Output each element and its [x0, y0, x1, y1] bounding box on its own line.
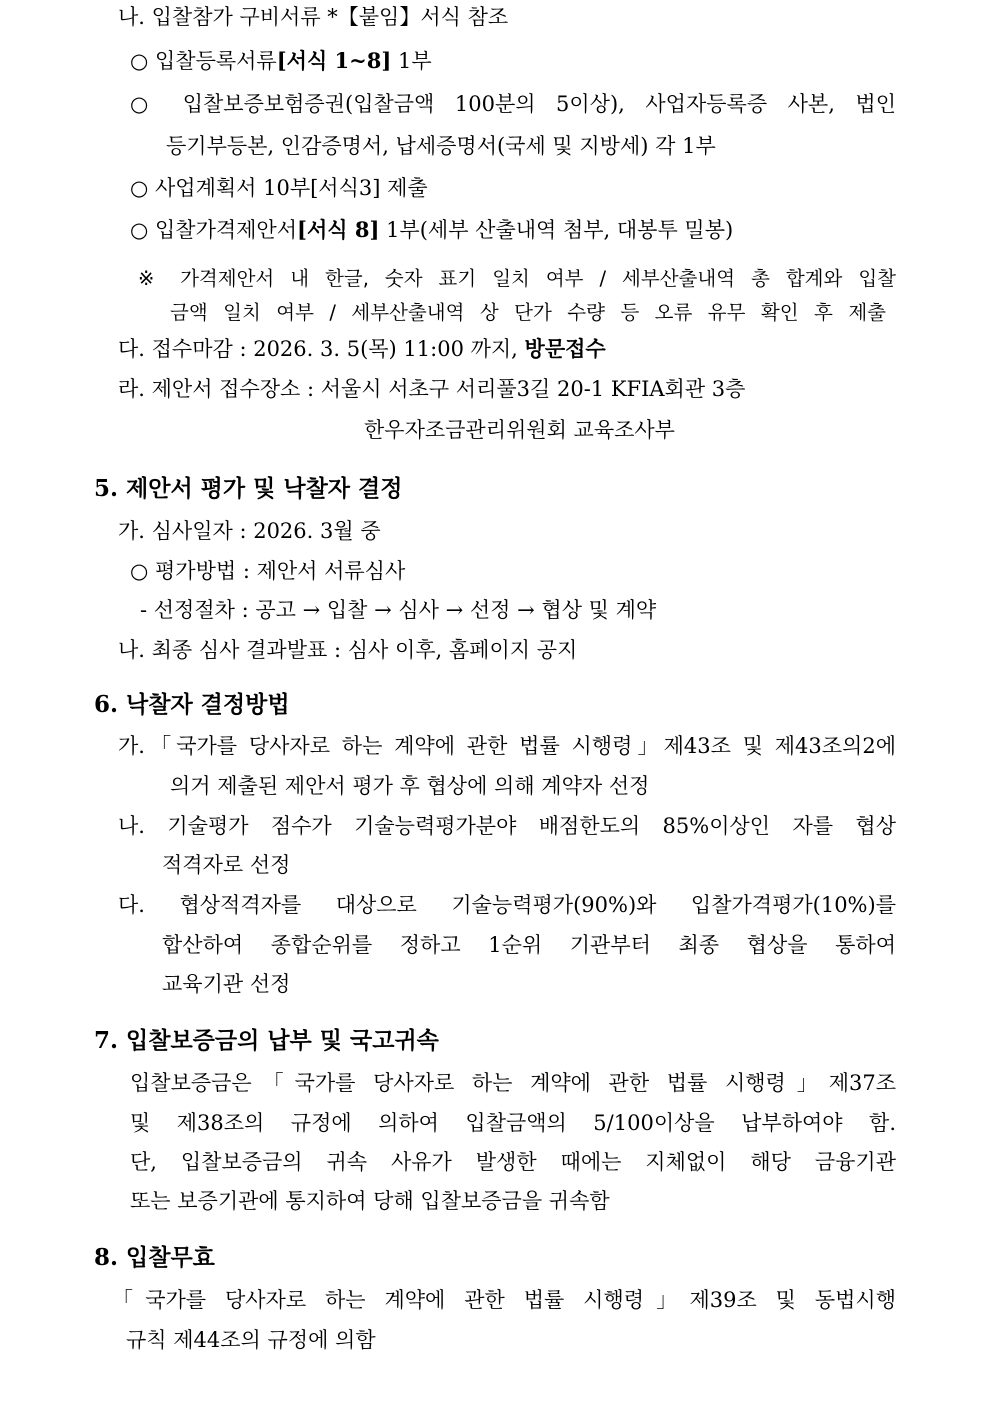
list-item — [130, 215, 733, 245]
list-item — [130, 46, 432, 76]
text: 다. 접수마감 : 2026. 3. 5(목) 11:00 까지, — [118, 337, 525, 361]
paragraph-line: 및 제38조의 규정에 의하여 입찰금액의 5/100이상을 납부하여야 함. — [130, 1111, 896, 1135]
paragraph-line: 입찰보증금은「국가를 당사자로 하는 계약에 관한 법률 시행령」제37조 — [130, 1071, 896, 1095]
list-item: ○ 입찰보증보험증권(입찰금액 100분의 5이상), 사업자등록증 사본, 법인 — [130, 92, 896, 116]
location-line-2: 한우자조금관리위원회 교육조사부 — [364, 418, 675, 442]
selection-process: - 선정절차 : 공고 → 입찰 → 심사 → 선정 → 협상 및 계약 — [140, 598, 657, 622]
location-line: 라. 제안서 접수장소 : 서울시 서초구 서리풀3길 20-1 KFIA회관 3층 — [118, 377, 746, 401]
note-line: ※ 가격제안서 내 한글, 숫자 표기 일치 여부 / 세부산출내역 총 합계와 입찰 — [138, 267, 896, 290]
result-announcement: 나. 최종 심사 결과발표 : 심사 이후, 홈페이지 공지 — [118, 638, 578, 662]
paragraph-line: 다. 협상적격자를 대상으로 기술능력평가(90%)와 입찰가격평가(10%)를 — [118, 893, 896, 917]
section-5-heading: 5. 제안서 평가 및 낙찰자 결정 — [94, 475, 403, 502]
section-7-heading: 7. 입찰보증금의 납부 및 국고귀속 — [94, 1027, 439, 1054]
deadline-line — [118, 334, 606, 364]
form-ref: [서식 8] — [297, 217, 380, 242]
review-date: 가. 심사일자 : 2026. 3월 중 — [118, 519, 381, 543]
section-6-heading: 6. 낙찰자 결정방법 — [94, 691, 290, 718]
text: 1부 — [391, 49, 432, 73]
list-item-cont: 등기부등본, 인감증명서, 납세증명서(국세 및 지방세) 각 1부 — [166, 134, 716, 158]
form-ref: [서식 1~8] — [276, 48, 392, 73]
paragraph-line: 또는 보증기관에 통지하여 당해 입찰보증금을 귀속함 — [130, 1189, 610, 1213]
section-8-heading: 8. 입찰무효 — [94, 1244, 215, 1271]
paragraph-line: 「국가를 당사자로 하는 계약에 관한 법률 시행령」제39조 및 동법시행 — [112, 1288, 896, 1312]
paragraph-line: 가.「국가를 당사자로 하는 계약에 관한 법률 시행령」제43조 및 제43조의2에 — [118, 734, 896, 758]
list-item: ○ 사업계획서 10부[서식3] 제출 — [130, 176, 428, 200]
paragraph-line: 나. 기술평가 점수가 기술능력평가분야 배점한도의 85%이상인 자를 협상 — [118, 814, 896, 838]
text: ○ 입찰가격제안서 — [130, 218, 298, 242]
paragraph-line: 교육기관 선정 — [162, 972, 291, 996]
paragraph-line: 단, 입찰보증금의 귀속 사유가 발생한 때에는 지체없이 해당 금융기관 — [130, 1150, 896, 1174]
sec-na-line: 나. 입찰참가 구비서류 *【붙임】서식 참조 — [118, 5, 509, 29]
paragraph-line: 규칙 제44조의 규정에 의함 — [126, 1328, 376, 1352]
paragraph-line: 적격자로 선정 — [162, 853, 291, 877]
text: ○ 입찰등록서류 — [130, 49, 277, 73]
eval-method: ○ 평가방법 : 제안서 서류심사 — [130, 559, 406, 583]
paragraph-line: 의거 제출된 제안서 평가 후 협상에 의해 계약자 선정 — [170, 774, 650, 798]
paragraph-line: 합산하여 종합순위를 정하고 1순위 기관부터 최종 협상을 통하여 — [162, 933, 896, 957]
text: 1부(세부 산출내역 첨부, 대봉투 밀봉) — [379, 218, 734, 242]
note-line: 금액 일치 여부 / 세부산출내역 상 단가 수량 등 오류 유무 확인 후 제출 — [170, 301, 886, 324]
visit-submission: 방문접수 — [524, 336, 606, 361]
